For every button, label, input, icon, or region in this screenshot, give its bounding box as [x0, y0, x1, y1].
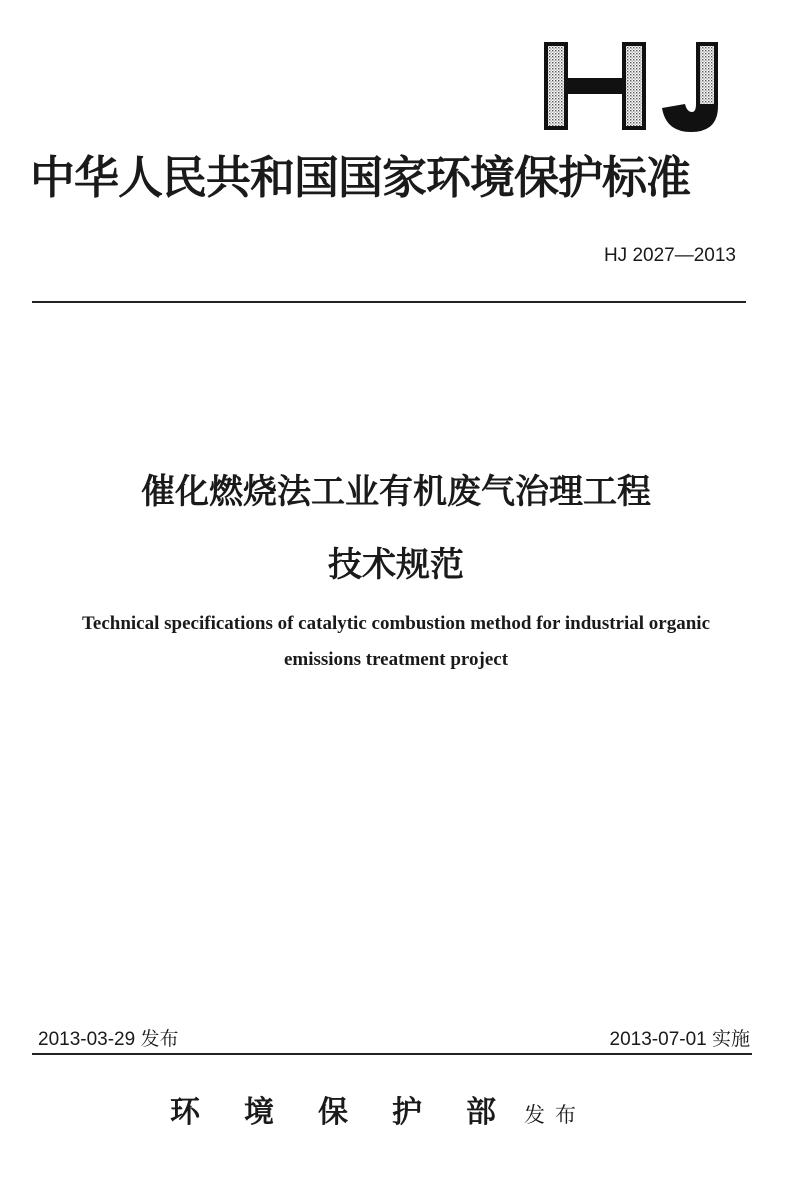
publisher-suffix: 发布 — [524, 1103, 586, 1127]
document-title-en-line1: Technical specifications of catalytic combustion method for industrial organic — [81, 613, 711, 634]
hj-logo-letter-j — [662, 42, 718, 132]
footer-divider — [32, 1053, 752, 1055]
document-title-cn-line1: 催化燃烧法工业有机废气治理工程 — [141, 472, 651, 512]
standard-number: HJ 2027—2013 — [603, 245, 736, 266]
header-divider — [32, 301, 746, 303]
publisher-line — [170, 1093, 586, 1135]
document-title-en-line2: emissions treatment project — [283, 649, 509, 670]
hj-logo-letter-h — [544, 42, 646, 130]
publisher-name: 环境保护部 — [170, 1095, 540, 1130]
document-title-cn-line2: 技术规范 — [328, 545, 464, 585]
standard-category-heading: 中华人民共和国国家环境保护标准 — [30, 151, 691, 204]
implementation-date: 2013-07-01 实施 — [609, 1029, 750, 1050]
issue-date: 2013-03-29 发布 — [38, 1029, 179, 1050]
hj-logo — [540, 38, 730, 138]
